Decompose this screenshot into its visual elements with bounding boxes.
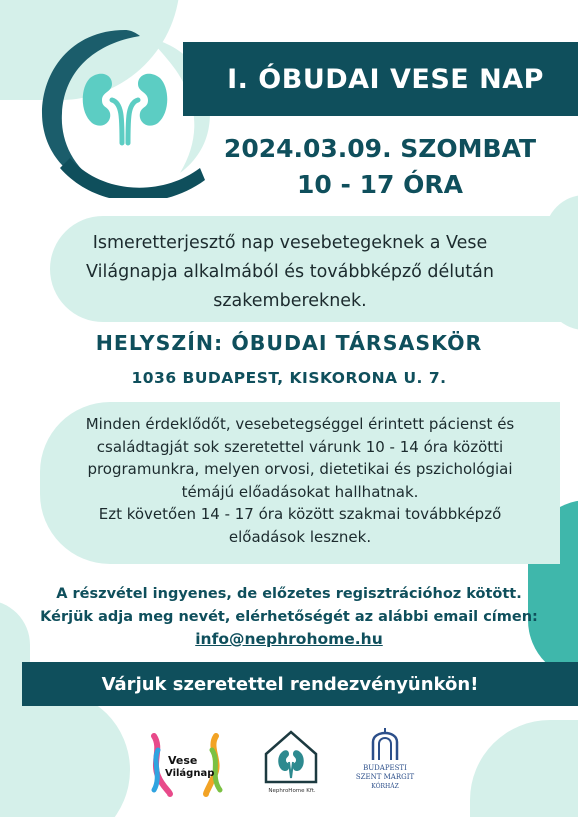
registration-line-free: A részvétel ingyenes, de előzetes regisztrációhoz kötött. (56, 586, 522, 602)
intro-line: Világnapja alkalmából és továbbképző délután (86, 262, 494, 282)
margit-label-line3: KÓRHÁZ (371, 783, 399, 790)
event-date: 2024.03.09. SZOMBAT (223, 134, 537, 163)
vese-vilagnap-logo (148, 732, 228, 798)
margit-label-line2: SZENT MARGIT (355, 773, 415, 781)
registration-info (0, 583, 578, 651)
house-with-kidneys-icon (260, 726, 322, 786)
vilagnap-label: Világnap (165, 768, 215, 779)
szent-margit-logo (355, 726, 415, 798)
description-line: előadások lesznek. (228, 527, 372, 546)
description-line: Ezt követően 14 - 17 óra között szakmai továbbképző (98, 505, 502, 523)
event-datetime (205, 131, 555, 203)
nephrohome-label: NephroHome Kft. (268, 788, 316, 794)
intro-line: Ismeretterjesztő nap vesebetegeknek a Vese (92, 233, 488, 253)
arch-building-icon (355, 726, 415, 762)
description-line: Minden érdeklődőt, vesebetegséggel érintett pácienst és (85, 415, 515, 433)
vese-label: Vese (168, 754, 198, 767)
description-line: családtagját sok szeretettel várunk 10 - 14 óra közötti (96, 437, 504, 456)
email-link[interactable]: info@nephrohome.hu (195, 630, 383, 648)
registration-line-request: Kérjük adja meg nevét, elérhetőségét az alábbi email címen: (40, 608, 538, 625)
event-title: I. ÓBUDAI VESE NAP (183, 42, 578, 116)
description-line: témájú előadásokat hallhatnak. (181, 482, 419, 501)
intro-text (55, 229, 525, 316)
intro-line: szakembereknek. (213, 291, 367, 311)
venue-address: 1036 BUDAPEST, KISKORONA U. 7. (131, 369, 447, 387)
description-text (50, 413, 550, 548)
closing-banner: Várjuk szeretettel rendezvényünkön! (22, 662, 578, 706)
event-time: 10 - 17 ÓRA (297, 170, 463, 199)
venue-title: HELYSZÍN: ÓBUDAI TÁRSASKÖR (95, 331, 483, 355)
nephrohome-logo (260, 726, 322, 798)
sponsor-logos (0, 722, 578, 802)
description-line: programunkra, melyen orvosi, dietetikai és pszichológiai (87, 460, 513, 478)
margit-label-line1: BUDAPESTI (363, 764, 407, 772)
